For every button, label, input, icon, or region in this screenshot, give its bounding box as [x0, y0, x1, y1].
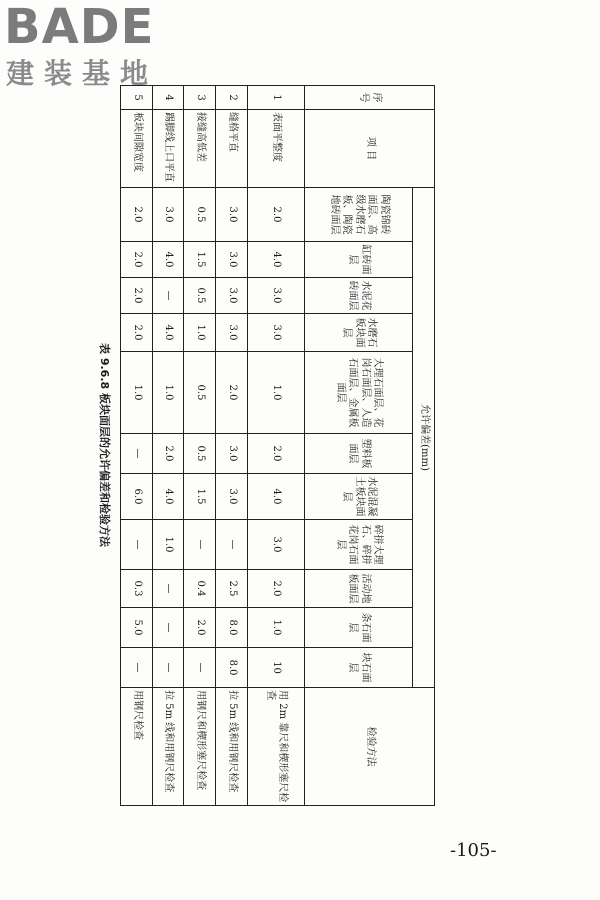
row-method: 用钢尺和楔形塞尺检查: [184, 688, 216, 806]
row-item: 表面平整度: [247, 110, 304, 188]
row-method: 用 2m 靠尺和楔形塞尺检查: [247, 688, 304, 806]
cell-value: 8.0: [216, 608, 248, 648]
cell-value: —: [121, 434, 153, 474]
cell-value: 1.0: [184, 314, 216, 352]
cell-value: 0.4: [184, 570, 216, 608]
cell-value: 3.0: [216, 242, 248, 278]
row-method: 拉 5m 线和用钢尺检查: [216, 688, 248, 806]
cell-value: 4.0: [152, 314, 184, 352]
header-col-1: 陶瓷锦砖面层、高级水磨石板、陶瓷地砖面层: [305, 188, 413, 242]
cell-value: 2.0: [247, 434, 304, 474]
header-col-7: 水泥混凝土板块面层: [305, 474, 413, 520]
row-number: 3: [184, 86, 216, 110]
cell-value: —: [152, 278, 184, 314]
table-row: [247, 86, 304, 806]
cell-value: 5.0: [121, 608, 153, 648]
cell-value: 4.0: [247, 242, 304, 278]
cell-value: 4.0: [247, 474, 304, 520]
cell-value: 1.5: [184, 242, 216, 278]
header-col-8: 碎拼大理石、碎拼花岗石面层: [305, 520, 413, 570]
cell-value: 3.0: [247, 520, 304, 570]
cell-value: 1.0: [152, 520, 184, 570]
row-method: 拉 5m 线和用钢尺检查: [152, 688, 184, 806]
cell-value: 0.5: [184, 434, 216, 474]
cell-value: —: [152, 648, 184, 688]
watermark-logo: BADE: [4, 0, 155, 55]
cell-value: 0.3: [121, 570, 153, 608]
deviation-table: [120, 85, 435, 806]
cell-value: 6.0: [121, 474, 153, 520]
cell-value: —: [216, 520, 248, 570]
cell-value: 0.5: [184, 278, 216, 314]
cell-value: 2.0: [247, 570, 304, 608]
cell-value: 3.0: [216, 278, 248, 314]
cell-value: 3.0: [247, 278, 304, 314]
cell-value: 1.0: [247, 608, 304, 648]
cell-value: 1.5: [184, 474, 216, 520]
row-method: 用钢尺检查: [121, 688, 153, 806]
header-seq: 序号: [305, 86, 435, 110]
cell-value: 2.0: [184, 608, 216, 648]
table-row: [152, 86, 184, 806]
cell-value: —: [121, 520, 153, 570]
rotated-table-wrapper: [65, 85, 435, 805]
header-method: 检验方法: [305, 688, 435, 806]
watermark-logo-subtitle: 建装基地: [6, 57, 159, 90]
cell-value: 2.0: [152, 434, 184, 474]
cell-value: 2.0: [121, 242, 153, 278]
table-caption: 表 9.6.8 板块面层的允许偏差和检验方法: [98, 343, 111, 547]
header-item: 项 目: [305, 110, 435, 188]
header-col-4: 水磨石板块面层: [305, 314, 413, 352]
row-number: 1: [247, 86, 304, 110]
header-col-2: 缸砖面层: [305, 242, 413, 278]
header-allowed-deviation: 允许偏差(mm): [413, 188, 435, 688]
header-col-6: 塑料板面层: [305, 434, 413, 474]
cell-value: 3.0: [216, 314, 248, 352]
cell-value: 2.0: [247, 188, 304, 242]
page-number: -105-: [450, 840, 497, 861]
cell-value: 1.0: [152, 352, 184, 434]
row-item: 板块间隙宽度: [121, 110, 153, 188]
table-row: [184, 86, 216, 806]
cell-value: 0.5: [184, 188, 216, 242]
cell-value: 3.0: [216, 188, 248, 242]
cell-value: 3.0: [216, 434, 248, 474]
cell-value: —: [152, 570, 184, 608]
row-number: 4: [152, 86, 184, 110]
header-col-9: 活动地板面层: [305, 570, 413, 608]
cell-value: —: [121, 648, 153, 688]
row-item: 缝格平直: [216, 110, 248, 188]
cell-value: 2.0: [121, 188, 153, 242]
cell-value: 2.5: [216, 570, 248, 608]
table-row: [216, 86, 248, 806]
row-item: 踢脚线上口平直: [152, 110, 184, 188]
cell-value: —: [184, 520, 216, 570]
cell-value: 2.0: [121, 278, 153, 314]
row-number: 5: [121, 86, 153, 110]
table-row: [121, 86, 153, 806]
row-item: 接缝高低差: [184, 110, 216, 188]
header-col-5: 大理石面层、花岗石面层、人造石面层、金属板面层: [305, 352, 413, 434]
cell-value: 2.0: [216, 352, 248, 434]
header-col-3: 水泥花砖面层: [305, 278, 413, 314]
header-col-10: 条石面层: [305, 608, 413, 648]
cell-value: 3.0: [216, 474, 248, 520]
cell-value: 4.0: [152, 242, 184, 278]
cell-value: 8.0: [216, 648, 248, 688]
cell-value: 2.0: [121, 314, 153, 352]
cell-value: 3.0: [247, 314, 304, 352]
cell-value: 0.5: [184, 352, 216, 434]
cell-value: 1.0: [121, 352, 153, 434]
cell-value: —: [184, 648, 216, 688]
row-number: 2: [216, 86, 248, 110]
cell-value: 3.0: [152, 188, 184, 242]
cell-value: 1.0: [247, 352, 304, 434]
cell-value: 4.0: [152, 474, 184, 520]
cell-value: —: [152, 608, 184, 648]
cell-value: 10: [247, 648, 304, 688]
header-col-11: 块石面层: [305, 648, 413, 688]
